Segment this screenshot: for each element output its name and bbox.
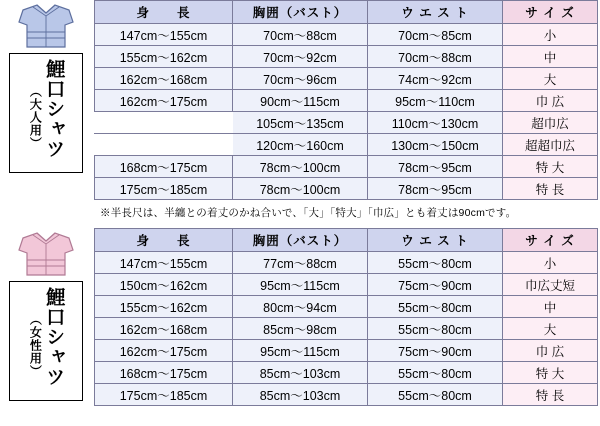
cell-waist: 55cm〜80cm xyxy=(368,318,503,340)
adult-label-main: 鯉口シャツ xyxy=(43,59,65,159)
cell-bust: 85cm〜103cm xyxy=(233,384,368,406)
cell-waist: 55cm〜80cm xyxy=(368,384,503,406)
cell-height: 150cm〜162cm xyxy=(95,274,233,296)
cell-height: 175cm〜185cm xyxy=(95,384,233,406)
cell-waist: 78cm〜95cm xyxy=(368,178,503,200)
cell-waist: 110cm〜130cm xyxy=(368,112,503,134)
cell-size: 大 xyxy=(503,318,598,340)
cell-height: 155cm〜162cm xyxy=(95,296,233,318)
cell-size: 中 xyxy=(503,46,598,68)
ladies-label-sub: （女性用） xyxy=(28,313,43,378)
cell-waist: 55cm〜80cm xyxy=(368,252,503,274)
cell-height: 162cm〜175cm xyxy=(95,90,233,112)
cell-size: 特 長 xyxy=(503,178,598,200)
ladies-size-table xyxy=(94,228,598,406)
table-row xyxy=(95,156,598,178)
cell-size: 巾 広 xyxy=(503,90,598,112)
cell-bust: 70cm〜92cm xyxy=(233,46,368,68)
cell-size: 巾 広 xyxy=(503,340,598,362)
ladies-label-block xyxy=(0,228,92,401)
adult-table-wrap xyxy=(92,0,600,200)
cell-size: 超超巾広 xyxy=(503,134,598,156)
table-header-row xyxy=(95,1,598,24)
table-row xyxy=(95,296,598,318)
cell-size: 特 大 xyxy=(503,362,598,384)
cell-bust: 70cm〜96cm xyxy=(233,68,368,90)
cell-height: 147cm〜155cm xyxy=(95,252,233,274)
table-row xyxy=(95,134,598,156)
cell-height: 175cm〜185cm xyxy=(95,178,233,200)
cell-bust: 85cm〜103cm xyxy=(233,362,368,384)
shirt-pink-icon xyxy=(15,230,77,278)
cell-waist: 70cm〜85cm xyxy=(368,24,503,46)
header-waist: ウ エ ス ト xyxy=(368,229,503,252)
table-row xyxy=(95,384,598,406)
table-row xyxy=(95,68,598,90)
cell-bust: 78cm〜100cm xyxy=(233,156,368,178)
table-row xyxy=(95,252,598,274)
cell-bust: 78cm〜100cm xyxy=(233,178,368,200)
cell-height: 168cm〜175cm xyxy=(95,156,233,178)
cell-height-empty xyxy=(95,112,233,134)
table-header-row xyxy=(95,229,598,252)
cell-bust: 105cm〜135cm xyxy=(233,112,368,134)
cell-height: 168cm〜175cm xyxy=(95,362,233,384)
adult-label-block xyxy=(0,0,92,173)
cell-height: 147cm〜155cm xyxy=(95,24,233,46)
cell-size: 超巾広 xyxy=(503,112,598,134)
cell-height: 162cm〜168cm xyxy=(95,318,233,340)
cell-waist: 55cm〜80cm xyxy=(368,296,503,318)
header-height: 身 長 xyxy=(95,1,233,24)
cell-bust: 95cm〜115cm xyxy=(233,274,368,296)
adult-label-sub: （大人用） xyxy=(28,85,43,150)
header-bust: 胸囲（バスト） xyxy=(233,229,368,252)
cell-bust: 120cm〜160cm xyxy=(233,134,368,156)
cell-size: 大 xyxy=(503,68,598,90)
cell-waist: 78cm〜95cm xyxy=(368,156,503,178)
cell-height-empty xyxy=(95,134,233,156)
cell-waist: 70cm〜88cm xyxy=(368,46,503,68)
cell-bust: 70cm〜88cm xyxy=(233,24,368,46)
cell-size: 特 大 xyxy=(503,156,598,178)
adult-note: ※半長尺は、半纏との着丈のかね合いで、「大」「特大」「巾広」とも着丈は90cmです。 xyxy=(100,207,517,219)
shirt-blue-icon xyxy=(15,2,77,50)
cell-waist: 75cm〜90cm xyxy=(368,274,503,296)
table-row xyxy=(95,362,598,384)
cell-waist: 95cm〜110cm xyxy=(368,90,503,112)
table-row xyxy=(95,340,598,362)
header-height: 身 長 xyxy=(95,229,233,252)
cell-size: 小 xyxy=(503,24,598,46)
cell-waist: 130cm〜150cm xyxy=(368,134,503,156)
ladies-label-box xyxy=(9,281,83,401)
cell-waist: 55cm〜80cm xyxy=(368,362,503,384)
header-waist: ウ エ ス ト xyxy=(368,1,503,24)
cell-height: 162cm〜168cm xyxy=(95,68,233,90)
cell-bust: 90cm〜115cm xyxy=(233,90,368,112)
ladies-label-main: 鯉口シャツ xyxy=(43,287,65,387)
header-size: サ イ ズ xyxy=(503,1,598,24)
table-row xyxy=(95,112,598,134)
cell-size: 小 xyxy=(503,252,598,274)
table-row xyxy=(95,90,598,112)
table-row xyxy=(95,24,598,46)
cell-size: 特 長 xyxy=(503,384,598,406)
header-bust: 胸囲（バスト） xyxy=(233,1,368,24)
table-row xyxy=(95,318,598,340)
cell-bust: 85cm〜98cm xyxy=(233,318,368,340)
ladies-table-wrap xyxy=(92,228,600,406)
cell-bust: 77cm〜88cm xyxy=(233,252,368,274)
cell-height: 162cm〜175cm xyxy=(95,340,233,362)
cell-waist: 75cm〜90cm xyxy=(368,340,503,362)
cell-height: 155cm〜162cm xyxy=(95,46,233,68)
cell-size: 中 xyxy=(503,296,598,318)
section-ladies xyxy=(0,228,600,406)
table-row xyxy=(95,274,598,296)
cell-waist: 74cm〜92cm xyxy=(368,68,503,90)
header-size: サ イ ズ xyxy=(503,229,598,252)
cell-bust: 80cm〜94cm xyxy=(233,296,368,318)
adult-size-table xyxy=(94,0,598,200)
table-row xyxy=(95,178,598,200)
table-row xyxy=(95,46,598,68)
cell-size: 巾広丈短 xyxy=(503,274,598,296)
adult-label-box xyxy=(9,53,83,173)
cell-bust: 95cm〜115cm xyxy=(233,340,368,362)
